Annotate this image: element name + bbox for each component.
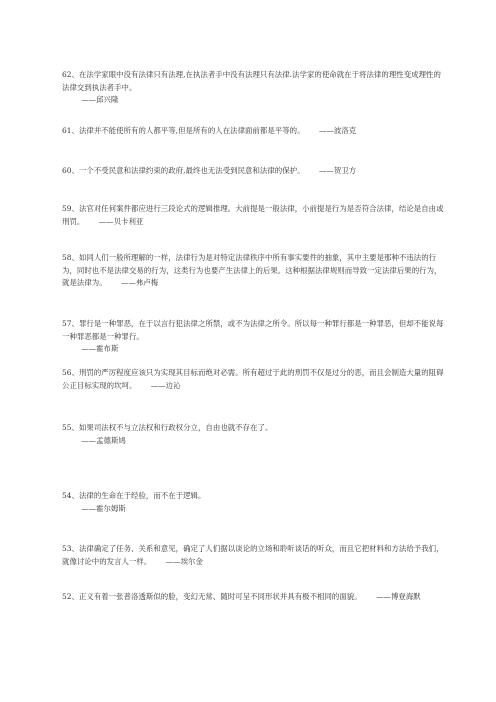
quote-57: 57、罪行是一种罪恶，在于以言行犯法律之所禁，或不为法律之所令。所以每一种罪行都是一种罪恶，但却不能说每一种罪恶都是一种罪行。 ——霍布斯 xyxy=(62,319,444,353)
quote-54: 54、法律的生命在于经验，而不在于逻辑。 ——霍尔姆斯 xyxy=(62,491,206,513)
quote-59: 59、法官对任何案件都应进行三段论式的逻辑推理。大前提是一般法律，小前提是行为是否符合法律，结论是自由或刑罚。 ——贝卡利亚 xyxy=(62,204,444,226)
quote-55: 55、如果司法权不与立法权和行政权分立，自由也就不存在了。 ——孟德斯鸠 xyxy=(62,423,273,445)
quote-61: 61、法律并不能使所有的人都平等,但是所有的人在法律面前都是平等的。 ——波洛克 xyxy=(62,126,357,135)
quote-53: 53、法律确定了任务、关系和意见，确定了人们据以谈论的立场和聆听谈话的听众，而且它把材料和方法给予我们，就像讨论中的发言人一样。 ——埃尔金 xyxy=(62,544,444,566)
quote-62: 62、在法学家眼中没有法律只有法理,在执法者手中没有法理只有法律.法学家的使命就在于将法律的理性变成理性的法律交到执法者手中。 ——邱兴隆 xyxy=(62,70,441,104)
quote-58: 58、如同人们一般所理解的一样，法律行为是对特定法律秩序中所有事实要件的抽象，其中主要是那种不违法的行为，同时也不是法律交易的行为，这类行为也要产生法律上的后果。这种根据法律规则而导致一定法律后果的行为，就是法律为。 ——弗卢梅 xyxy=(62,253,442,287)
quote-60: 60、一个不受民意和法律约束的政府,最终也无法受到民意和法律的保护。 ——贺卫方 xyxy=(62,166,357,175)
quote-56: 56、刑罚的严厉程度应该只为实现其目标而绝对必需。所有超过于此的刑罚不仅是过分的恶，而且会制造大量的阻碍公正目标实现的坎坷。 ——边沁 xyxy=(62,368,444,390)
quote-52: 52、正义有着一张普洛透斯似的脸，变幻无常、随时可呈不同形状并具有极不相同的面貌。 ——博登海默 xyxy=(62,592,421,601)
